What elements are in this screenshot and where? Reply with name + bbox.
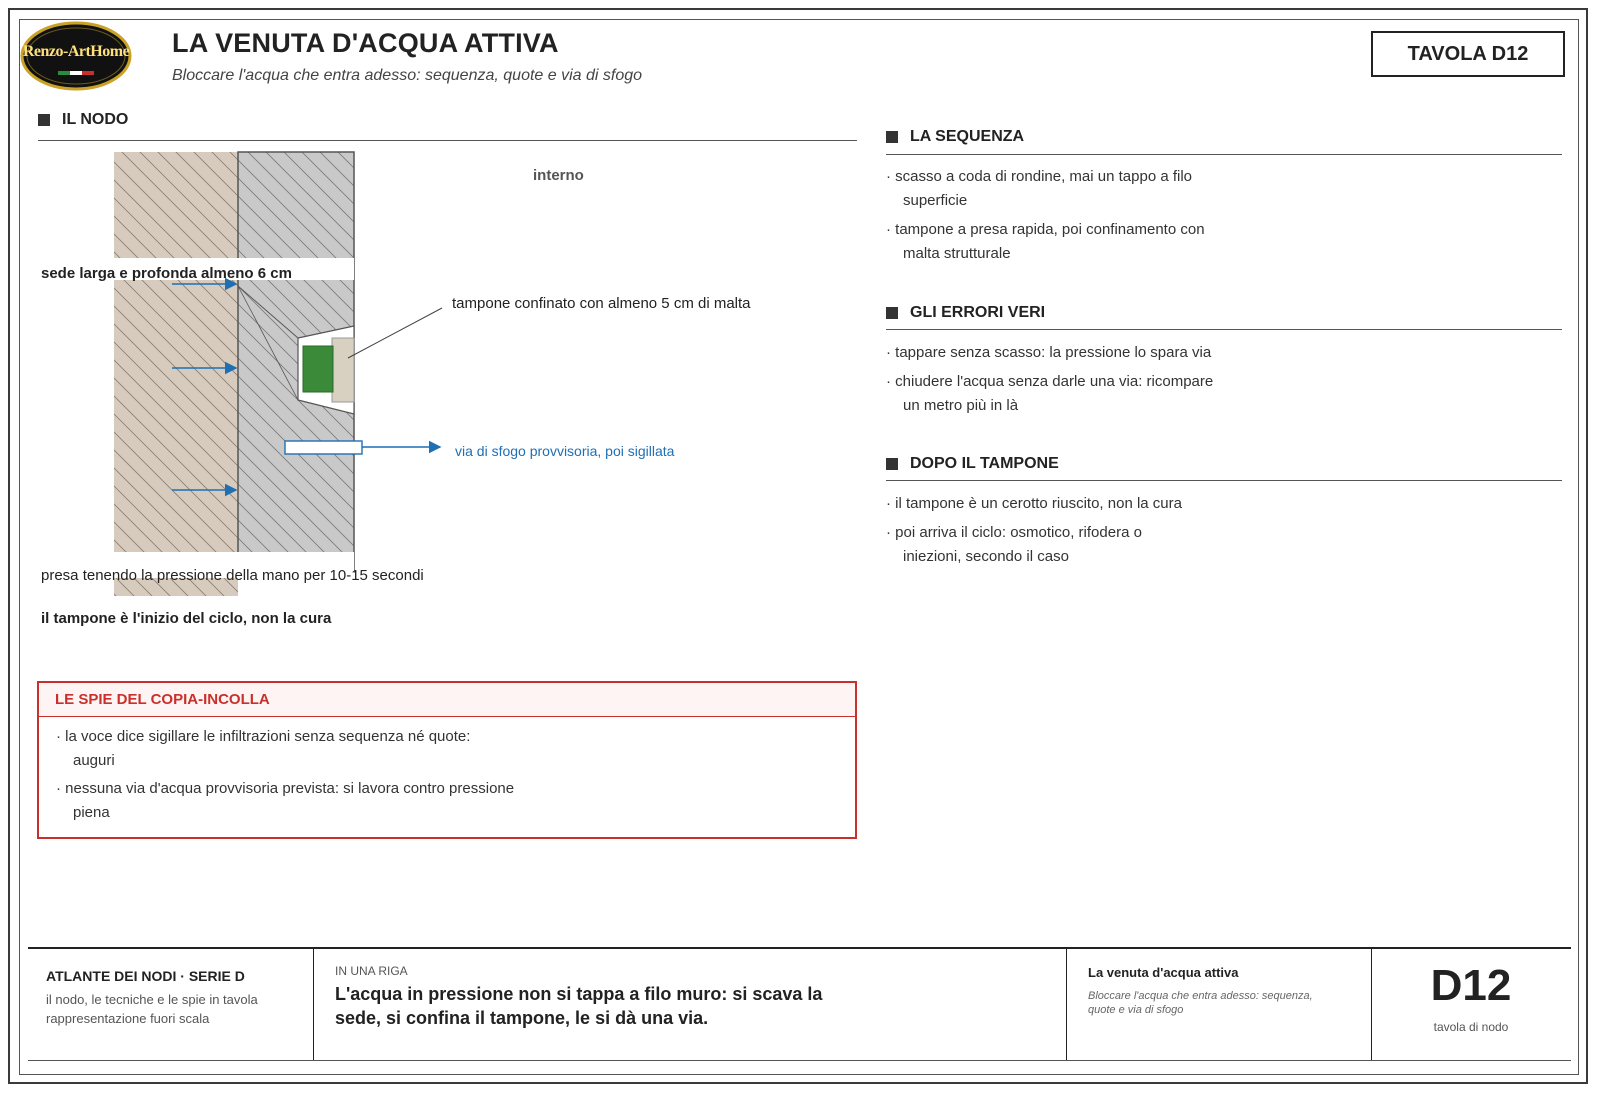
section-marker-icon [886, 131, 898, 143]
section-heading-sequenza-label: LA SEQUENZA [910, 128, 1025, 145]
footer-bottom-rule [28, 1060, 1571, 1061]
footer-top-rule [28, 947, 1571, 949]
section-heading-sequenza [886, 128, 1024, 146]
spie-item [56, 725, 855, 773]
section-marker-icon [886, 307, 898, 319]
spie-item-line1: · nessuna via d'acqua provvisoria prevista: si lavora contro pressione [56, 780, 515, 797]
errori-item [886, 370, 1213, 418]
brand-logo [20, 21, 132, 91]
spie-alert-box [37, 681, 857, 839]
node-diagram [100, 148, 480, 618]
errori-list [886, 341, 1213, 418]
dopo-item [886, 521, 1182, 569]
errori-item-line1: · tappare senza scasso: la pressione lo spara via [886, 344, 1212, 361]
footer-series-line2: rappresentazione fuori scala [46, 1011, 210, 1026]
drain-pipe [285, 441, 362, 454]
footer-card-cell [1088, 965, 1358, 1016]
sequenza-item-line2: superficie [903, 192, 968, 209]
spie-item-line2: piena [73, 804, 110, 821]
footer-divider [1066, 948, 1067, 1060]
label-sede: sede larga e profonda almeno 6 cm [41, 265, 292, 282]
spie-item-line1: · la voce dice sigillare le infiltrazioni senza sequenza né quote: [56, 728, 471, 745]
section-heading-dopo [886, 455, 1059, 473]
dopo-item-line1: · poi arriva il ciclo: osmotico, rifodera o [886, 524, 1142, 541]
footer-riga-cell [335, 964, 1055, 1029]
footer-card-title: La venuta d'acqua attiva [1088, 965, 1239, 980]
soil-layer [114, 152, 238, 614]
dopo-item [886, 492, 1182, 516]
section-rule-sequenza [886, 154, 1562, 155]
page-title: LA VENUTA D'ACQUA ATTIVA [172, 28, 559, 58]
section-marker-icon [38, 114, 50, 126]
section-heading-nodo-label: IL NODO [62, 111, 129, 128]
section-rule-nodo [38, 140, 857, 141]
footer-series-cell [46, 968, 306, 1028]
sequenza-item-line1: · scasso a coda di rondine, mai un tappo a filo [886, 168, 1193, 185]
plug-tampone [303, 346, 333, 392]
section-rule-dopo [886, 480, 1562, 481]
errori-item [886, 341, 1213, 365]
sequenza-list [886, 165, 1205, 266]
sequenza-item-line1: · tampone a presa rapida, poi confinamento con [886, 221, 1205, 238]
tavola-badge: TAVOLA D12 [1371, 31, 1565, 77]
footer-riga-line2: sede, si confina il tampone, le si dà una via. [335, 1008, 709, 1028]
dopo-item-line1: · il tampone è un cerotto riuscito, non la cura [886, 495, 1182, 512]
dopo-item-line2: iniezioni, secondo il caso [903, 548, 1069, 565]
footer-card-line2: quote e via di sfogo [1088, 1004, 1184, 1016]
page-subtitle: Bloccare l'acqua che entra adesso: sequenza, quote e via di sfogo [172, 67, 643, 84]
section-rule-errori [886, 329, 1562, 330]
footer-card-line1: Bloccare l'acqua che entra adesso: sequenza, [1088, 990, 1313, 1002]
spie-item-line2: auguri [73, 752, 115, 769]
errori-item-line1: · chiudere l'acqua senza darle una via: ricompare [886, 373, 1214, 390]
section-heading-nodo [38, 111, 128, 129]
label-tampone-confinato: tampone confinato con almeno 5 cm di malta [452, 295, 751, 312]
footer-series-line1: il nodo, le tecniche e le spie in tavola [46, 992, 258, 1007]
label-presa: presa tenendo la pressione della mano per 10-15 secondi [41, 567, 424, 584]
footer-riga-line1: L'acqua in pressione non si tappa a filo muro: si scava la [335, 984, 823, 1004]
label-inizio-ciclo: il tampone è l'inizio del ciclo, non la cura [41, 610, 332, 627]
mortar-block [332, 338, 354, 402]
spie-heading: LE SPIE DEL COPIA-INCOLLA [39, 683, 855, 717]
dopo-list [886, 492, 1182, 569]
errori-item-line2: un metro più in là [903, 397, 1019, 414]
label-via-di-sfogo: via di sfogo provvisoria, poi sigillata [455, 443, 675, 459]
label-interno: interno [533, 167, 584, 184]
logo-text: Renzo-ArtHome [22, 43, 130, 60]
footer-riga-label: IN UNA RIGA [335, 964, 408, 978]
footer-code-cell [1372, 962, 1570, 1034]
section-heading-errori [886, 304, 1045, 322]
section-heading-errori-label: GLI ERRORI VERI [910, 304, 1046, 321]
footer-series-title: ATLANTE DEI NODI · SERIE D [46, 968, 245, 984]
section-marker-icon [886, 458, 898, 470]
footer-divider [313, 948, 314, 1060]
footer-code-caption: tavola di nodo [1433, 1020, 1509, 1034]
sequenza-item [886, 218, 1205, 266]
footer-code: D12 [1430, 961, 1512, 1010]
sequenza-item [886, 165, 1205, 213]
spie-item [56, 777, 855, 825]
sequenza-item-line2: malta strutturale [903, 245, 1011, 262]
section-heading-dopo-label: DOPO IL TAMPONE [910, 455, 1059, 472]
